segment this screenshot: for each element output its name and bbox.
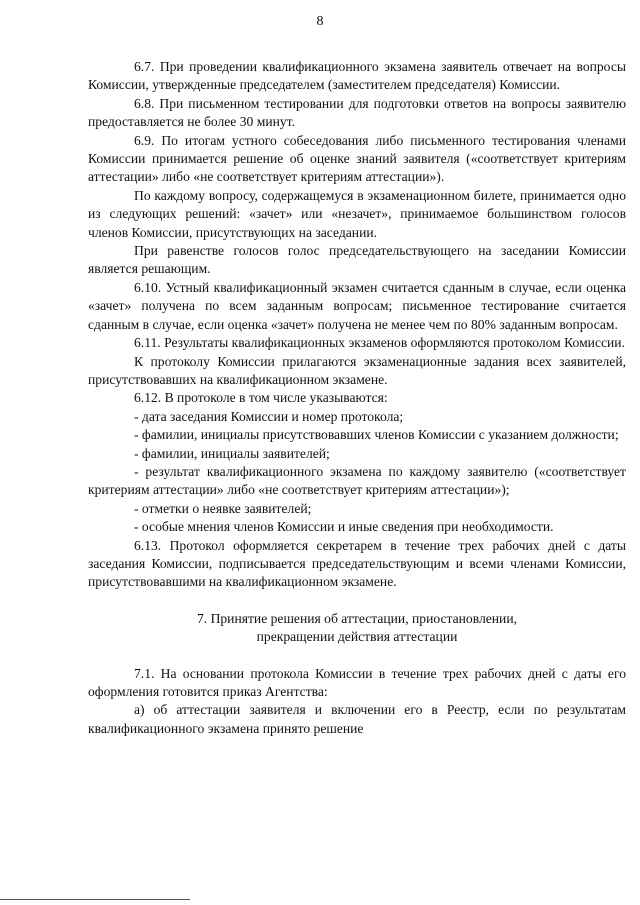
paragraph-exam-question-decision: По каждому вопросу, содержащемуся в экзаменационном билете, принимается одно из следующих решений: «зачет» или «незачет», принимаемое большинством голосов членов Комиссии, присутствующих на заседании.: [88, 187, 626, 240]
list-item-absence: - отметки о неявке заявителей;: [134, 500, 312, 516]
footer-separator-line: [0, 899, 190, 900]
paragraph-tie-vote: При равенстве голосов голос председательствующего на заседании Комиссии является решающим.: [88, 243, 626, 277]
paragraph-7-1-a: а) об аттестации заявителя и включении его в Реестр, если по результатам квалификационного экзамена принято решение: [88, 702, 626, 736]
list-item-date-number: - дата заседания Комиссии и номер протокола;: [134, 408, 404, 424]
paragraph-protocol-attachments: К протоколу Комиссии прилагаются экзаменационные задания всех заявителей, присутствовавших на квалификационном экзамене.: [88, 353, 626, 387]
paragraph-6-10: 6.10. Устный квалификационный экзамен считается сданным в случае, если оценка «зачет» получена по всем заданным вопросам; письменное тестирование считается сданным в случае, если оценка «зачет» получена не менее чем по 80% заданным вопросам.: [88, 279, 626, 332]
paragraph-6-13: 6.13. Протокол оформляется секретарем в течение трех рабочих дней с даты заседания Комиссии, подписывается председательствующим и всеми членами Комиссии, присутствовавшими на квалификационном экзамене.: [88, 537, 626, 590]
page-number: 8: [316, 14, 324, 29]
section-title: [88, 610, 626, 647]
section-title-line-2: прекращении действия аттестации: [256, 629, 458, 645]
paragraph-6-8: 6.8. При письменном тестировании для подготовки ответов на вопросы заявителю предоставляется не более 30 минут.: [88, 95, 626, 130]
paragraph-6-9: 6.9. По итогам устного собеседования либо письменного тестирования членами Комиссии принимается решение об оценке знаний заявителя («соответствует критериям аттестации» либо «не соответствует критериям аттестации»).: [88, 132, 626, 185]
list-item-result: - результат квалификационного экзамена по каждому заявителю («соответствует критериям аттестации» либо «не соответствует критериям аттестации»);: [88, 463, 626, 498]
section-title-line-1: 7. Принятие решения об аттестации, приостановлении,: [196, 610, 518, 626]
paragraph-6-12: 6.12. В протоколе в том числе указываются:: [134, 390, 388, 406]
list-item-applicants: - фамилии, инициалы заявителей;: [134, 445, 330, 461]
paragraph-6-7: 6.7. При проведении квалификационного экзамена заявитель отвечает на вопросы Комиссии, утвержденные председателем (заместителем председателя) Комиссии.: [88, 59, 626, 93]
list-item-special-opinions: - особые мнения членов Комиссии и иные сведения при необходимости.: [134, 519, 554, 535]
list-item-members: - фамилии, инициалы присутствовавших членов Комиссии с указанием должности;: [134, 427, 619, 443]
document-body: [88, 58, 626, 738]
paragraph-6-11: 6.11. Результаты квалификационных экзаменов оформляются протоколом Комиссии.: [134, 335, 625, 351]
paragraph-7-1: 7.1. На основании протокола Комиссии в течение трех рабочих дней с даты его оформления готовится приказ Агентства:: [88, 665, 626, 699]
